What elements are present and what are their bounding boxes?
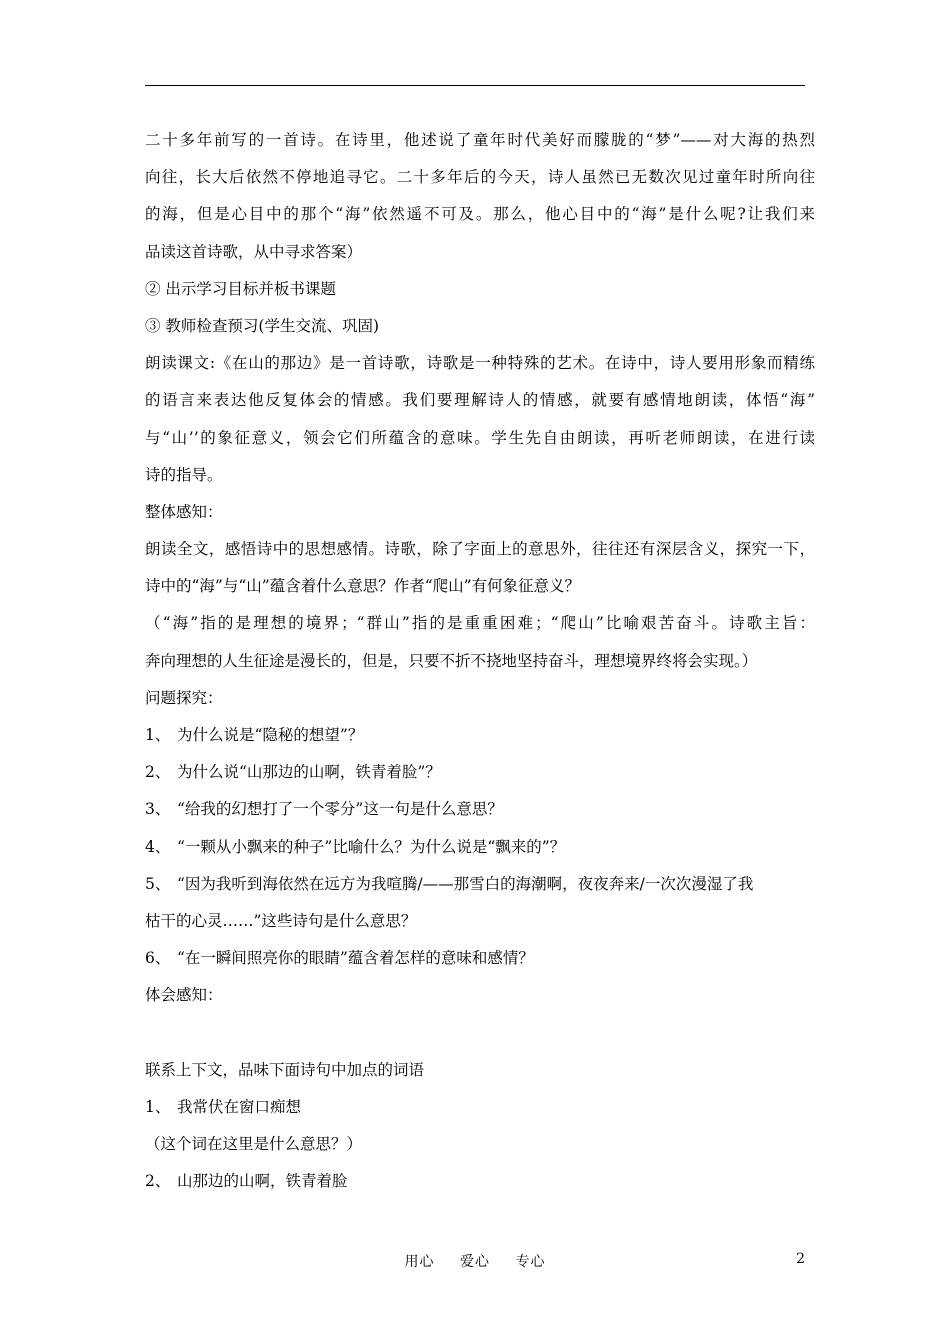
question-number: 6、 [145,949,171,968]
section-heading: 整体感知： [145,502,223,521]
blank-line [145,1015,815,1052]
text-line: 朗读课文:《在山的那边》是一首诗歌，诗歌是一种特殊的艺术。在诗中，诗人要用形象而精练 [145,354,815,373]
question-text: “因为我听到海依然在远方为我喧腾/——那雪白的海潮啊，夜夜奔来/一次次漫湿了我 [177,874,754,893]
question-text: “给我的幻想打了一个零分”这一句是什么意思？ [177,800,503,819]
question-text: 为什么说“山那边的山啊，铁青着脸”？ [177,763,441,782]
word-number: 1、 [145,1097,171,1116]
question-number: 4、 [145,837,171,856]
text-line: 与“山’’的象征意义，领会它们所蕴含的意味。学生先自由朗读，再听老师朗读，在进行读 [145,428,815,447]
question-text: “一颗从小飘来的种子”比喻什么？为什么说是“飘来的”？ [177,837,566,856]
text-line: 诗的指导。 [145,465,223,484]
question-number: 1、 [145,726,171,744]
word-text: （这个词在这里是什么意思？） [145,1135,363,1154]
text-line: 的海，但是心目中的那个“海”依然遥不可及。那么，他心目中的“海”是什么呢?让我们来 [145,205,815,224]
text-line: 二十多年前写的一首诗。在诗里，他述说了童年时代美好而朦胧的“梦”——对大海的热烈 [145,131,815,149]
text-line: （“海”指的是理想的境界；“群山”指的是重重困难；“爬山”比喻艰苦奋斗。诗歌主旨： [145,614,815,633]
question-continuation [145,903,815,940]
word-note [145,1126,815,1163]
question-text: 枯干的心灵……”这些诗句是什么意思？ [145,911,417,930]
text-line: 品读这首诗歌，从中寻求答案） [145,242,363,261]
question-text: “在一瞬间照亮你的眼睛”蕴含着怎样的意味和感情？ [177,949,534,968]
page-number: 2 [796,1251,805,1267]
question-item [145,866,815,903]
text-line: 奔向理想的人生征途是漫长的，但是，只要不折不挠地坚持奋斗，理想境界终将会实现。） [145,651,758,670]
word-text: 我常伏在窗口痴想 [177,1097,302,1116]
footer-motto: 用心 爱心 专心 [404,1254,546,1270]
question-item [145,754,815,791]
question-number: 2、 [145,763,171,782]
word-item [145,1089,815,1126]
text-line: 联系上下文，品味下面诗句中加点的词语 [145,1060,425,1079]
question-item [145,791,815,828]
question-item [145,717,815,754]
step-heading: ③ 教师检查预习(学生交流、巩固) [145,316,380,335]
text-line: 诗中的“海”与“山”蕴含着什么意思？作者“爬山”有何象征意义？ [145,577,581,596]
question-number: 3、 [145,800,171,819]
step-heading: ② 出示学习目标并板书课题 [145,279,336,298]
section-heading: 问题探究： [145,688,223,707]
question-item [145,829,815,866]
document-body [145,122,815,1200]
header-rule [145,85,805,86]
text-line: 朗读全文，感悟诗中的思想感情。诗歌，除了字面上的意思外，往往还有深层含义，探究一下， [145,540,815,559]
word-item [145,1163,815,1200]
question-text: 为什么说是“隐秘的想望”？ [177,726,364,744]
question-item [145,940,815,977]
word-text: 山那边的山啊，铁青着脸 [177,1172,348,1191]
text-line: 向往，长大后依然不停地追寻它。二十多年后的今天，诗人虽然已无数次见过童年时所向往 [145,168,815,187]
text-line: 的语言来表达他反复体会的情感。我们要理解诗人的情感，就要有感情地朗读，体悟“海” [145,391,815,410]
question-number: 5、 [145,874,171,893]
section-heading: 体会感知： [145,986,223,1005]
word-number: 2、 [145,1172,171,1191]
